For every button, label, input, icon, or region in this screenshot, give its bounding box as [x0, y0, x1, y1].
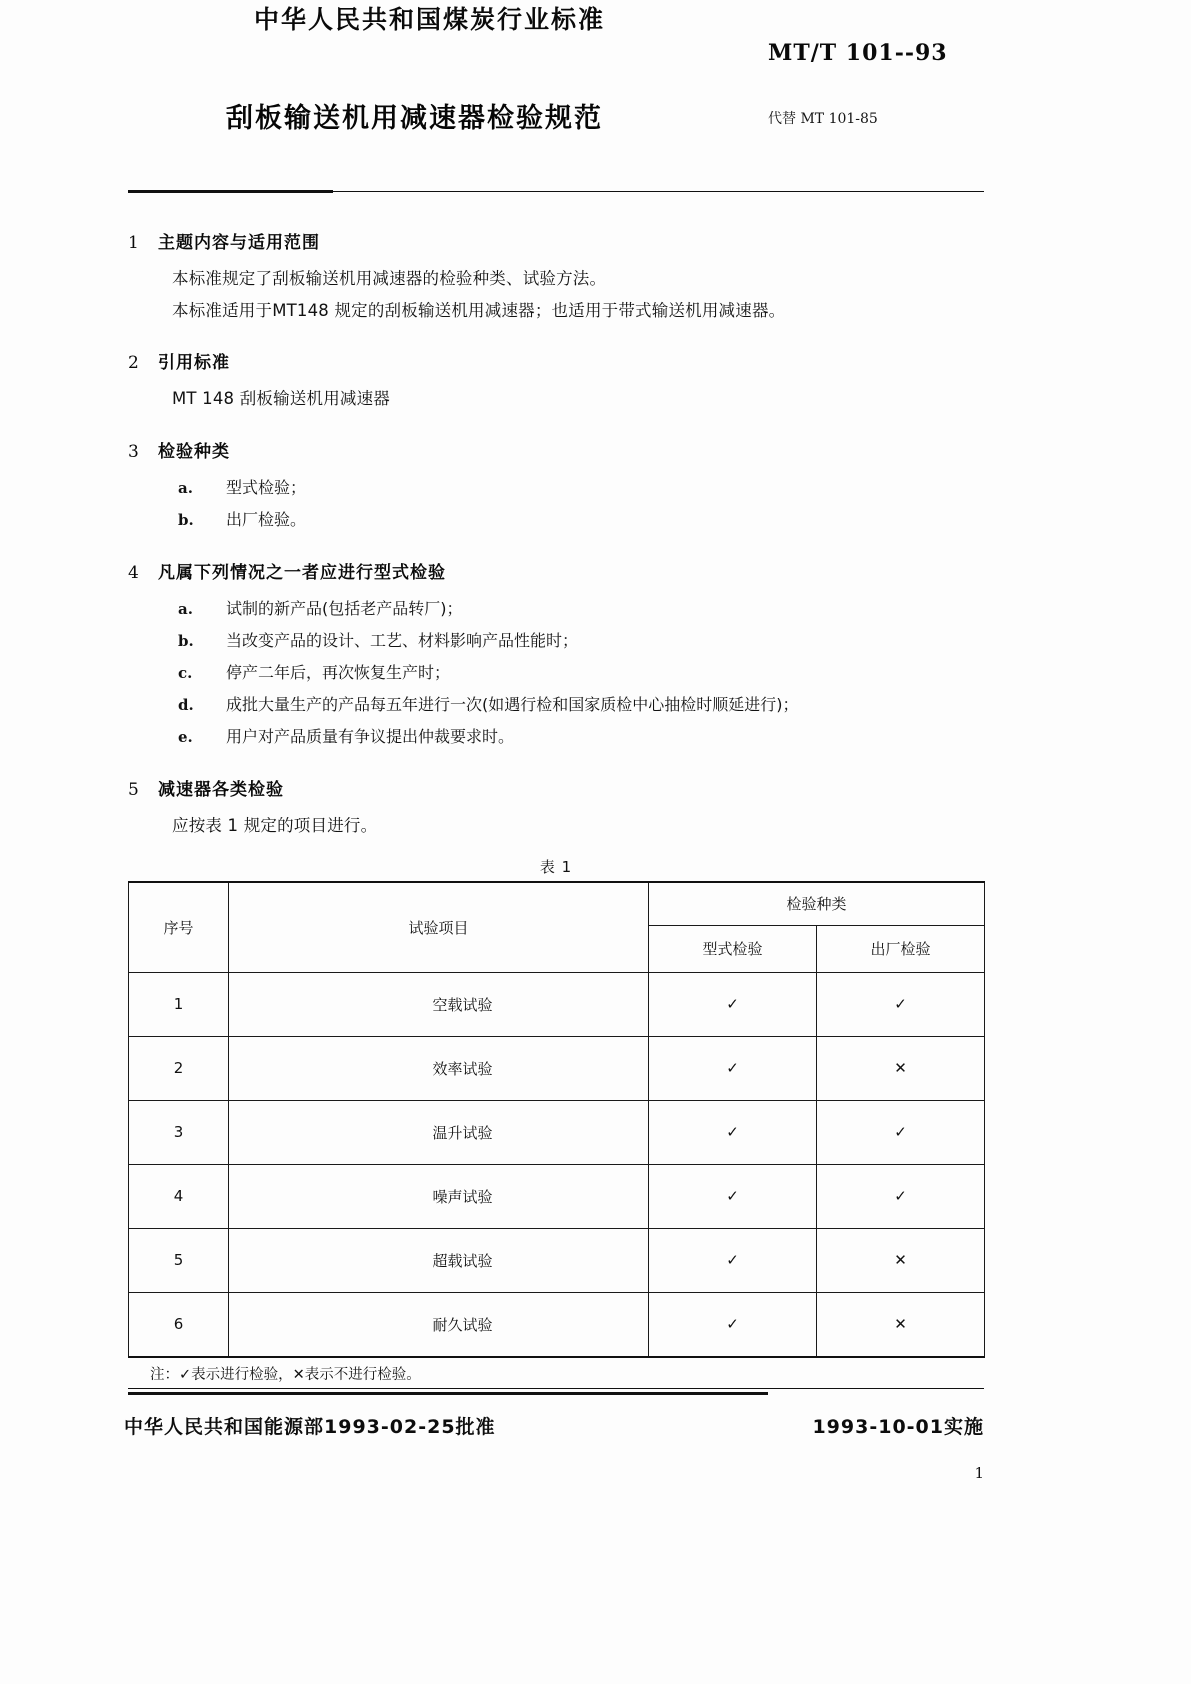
- list-marker: e.: [178, 728, 193, 747]
- section-5-paragraph-1: 应按表 1 规定的项目进行。: [172, 816, 378, 836]
- table-row: [129, 972, 985, 1036]
- row-no: 5: [129, 1228, 229, 1292]
- national-standard-title: 中华人民共和国煤炭行业标准: [254, 5, 606, 34]
- footer-divider-thin-line: [128, 1388, 984, 1389]
- section-5-heading: [128, 775, 984, 800]
- table-header-group: 检验种类: [649, 882, 985, 926]
- page-title: 刮板输送机用减速器检验规范: [226, 103, 603, 134]
- row-factory-test-mark: ✓: [817, 1100, 985, 1164]
- section-4: [128, 558, 984, 753]
- row-no: 6: [129, 1292, 229, 1357]
- section-2-heading: [128, 348, 984, 373]
- list-item: [128, 721, 984, 753]
- list-marker: b.: [178, 632, 194, 651]
- row-type-test-mark: ✓: [649, 1228, 817, 1292]
- standard-code: MT/T 101--93: [768, 40, 948, 66]
- section-4-number: 4: [128, 563, 140, 584]
- list-marker: b.: [178, 511, 194, 530]
- row-item: 空载试验: [229, 972, 649, 1036]
- row-type-test-mark: ✓: [649, 1164, 817, 1228]
- row-type-test-mark: ✓: [649, 1036, 817, 1100]
- section-1-paragraph-2: 本标准适用于MT148 规定的刮板输送机用减速器；也适用于带式输送机用减速器。: [172, 300, 786, 320]
- list-marker: a.: [178, 600, 193, 619]
- table-row: [129, 1228, 985, 1292]
- section-1-title: 主题内容与适用范围: [158, 233, 320, 253]
- row-type-test-mark: ✓: [649, 1100, 817, 1164]
- list-item-text: 成批大量生产的产品每五年进行一次(如遇行检和国家质检中心抽检时顺延进行)；: [226, 695, 799, 715]
- section-3-heading: [128, 437, 984, 462]
- approval-statement: 中华人民共和国能源部1993-02-25批准: [124, 1415, 496, 1438]
- row-factory-test-mark: ✕: [817, 1036, 985, 1100]
- footer-divider-thick-line: [128, 1392, 768, 1395]
- table-row: [129, 1164, 985, 1228]
- section-5-number: 5: [128, 780, 140, 801]
- row-factory-test-mark: ✕: [817, 1292, 985, 1357]
- list-item-text: 型式检验；: [226, 478, 307, 498]
- table-header-item: 试验项目: [229, 882, 649, 973]
- section-3: [128, 437, 984, 536]
- row-factory-test-mark: ✓: [817, 1164, 985, 1228]
- list-item: [128, 472, 984, 504]
- list-item: [128, 625, 984, 657]
- section-3-number: 3: [128, 442, 140, 463]
- list-marker: c.: [178, 664, 193, 683]
- row-no: 3: [129, 1100, 229, 1164]
- divider-thick-line: [128, 190, 333, 193]
- section-2-number: 2: [128, 353, 140, 374]
- section-1-paragraph-1: 本标准规定了刮板输送机用减速器的检验种类、试验方法。: [172, 269, 607, 288]
- table-header-factory-test: 出厂检验: [817, 925, 985, 972]
- section-2: [128, 348, 984, 415]
- table-header-type-test: 型式检验: [649, 925, 817, 972]
- list-item-text: 试制的新产品(包括老产品转厂)；: [226, 599, 463, 619]
- row-type-test-mark: ✓: [649, 1292, 817, 1357]
- table-body: [129, 972, 985, 1357]
- page-footer: [124, 1412, 984, 1482]
- list-item-text: 停产二年后，再次恢复生产时；: [226, 663, 451, 683]
- section-1-number: 1: [128, 233, 140, 253]
- row-no: 1: [129, 972, 229, 1036]
- row-item: 耐久试验: [229, 1292, 649, 1357]
- page-content: [124, 0, 984, 1482]
- section-4-title: 凡属下列情况之一者应进行型式检验: [158, 563, 446, 584]
- section-5: [128, 775, 984, 842]
- section-5-title: 减速器各类检验: [158, 780, 284, 801]
- table-row: [129, 1292, 985, 1357]
- row-item: 噪声试验: [229, 1164, 649, 1228]
- effective-date: 1993-10-01实施: [812, 1415, 984, 1438]
- list-item: [128, 504, 984, 536]
- section-3-title: 检验种类: [158, 442, 230, 463]
- row-type-test-mark: ✓: [649, 972, 817, 1036]
- section-4-heading: [128, 558, 984, 583]
- section-1: [128, 228, 984, 326]
- row-item: 效率试验: [229, 1036, 649, 1100]
- row-factory-test-mark: ✓: [817, 972, 985, 1036]
- row-no: 4: [129, 1164, 229, 1228]
- footer-divider: [128, 1388, 984, 1400]
- replaces-standard: 代替 MT 101-85: [768, 111, 878, 127]
- list-item-text: 出厂检验。: [226, 510, 307, 530]
- row-item: 温升试验: [229, 1100, 649, 1164]
- row-no: 2: [129, 1036, 229, 1100]
- table-row: [129, 1036, 985, 1100]
- row-item: 超载试验: [229, 1228, 649, 1292]
- section-1-heading: [128, 228, 984, 253]
- row-factory-test-mark: ✕: [817, 1228, 985, 1292]
- list-item-text: 当改变产品的设计、工艺、材料影响产品性能时；: [226, 631, 579, 651]
- list-item: [128, 593, 984, 625]
- masthead: [128, 0, 984, 180]
- list-marker: d.: [178, 696, 194, 715]
- list-item-text: 用户对产品质量有争议提出仲裁要求时。: [226, 727, 515, 747]
- inspection-table: [128, 881, 985, 1358]
- page-number: 1: [974, 1463, 984, 1482]
- table-header: [129, 882, 985, 973]
- table-header-no: 序号: [129, 882, 229, 973]
- table-caption: 表 1: [539, 857, 573, 876]
- masthead-divider: [128, 190, 984, 206]
- list-item: [128, 657, 984, 689]
- list-item: [128, 689, 984, 721]
- table-note: 注：✓表示进行检验，✕表示不进行检验。: [150, 1366, 421, 1383]
- section-2-title: 引用标准: [158, 353, 230, 374]
- table-row: [129, 1100, 985, 1164]
- list-marker: a.: [178, 479, 193, 498]
- section-2-paragraph-1: MT 148 刮板输送机用减速器: [172, 389, 390, 409]
